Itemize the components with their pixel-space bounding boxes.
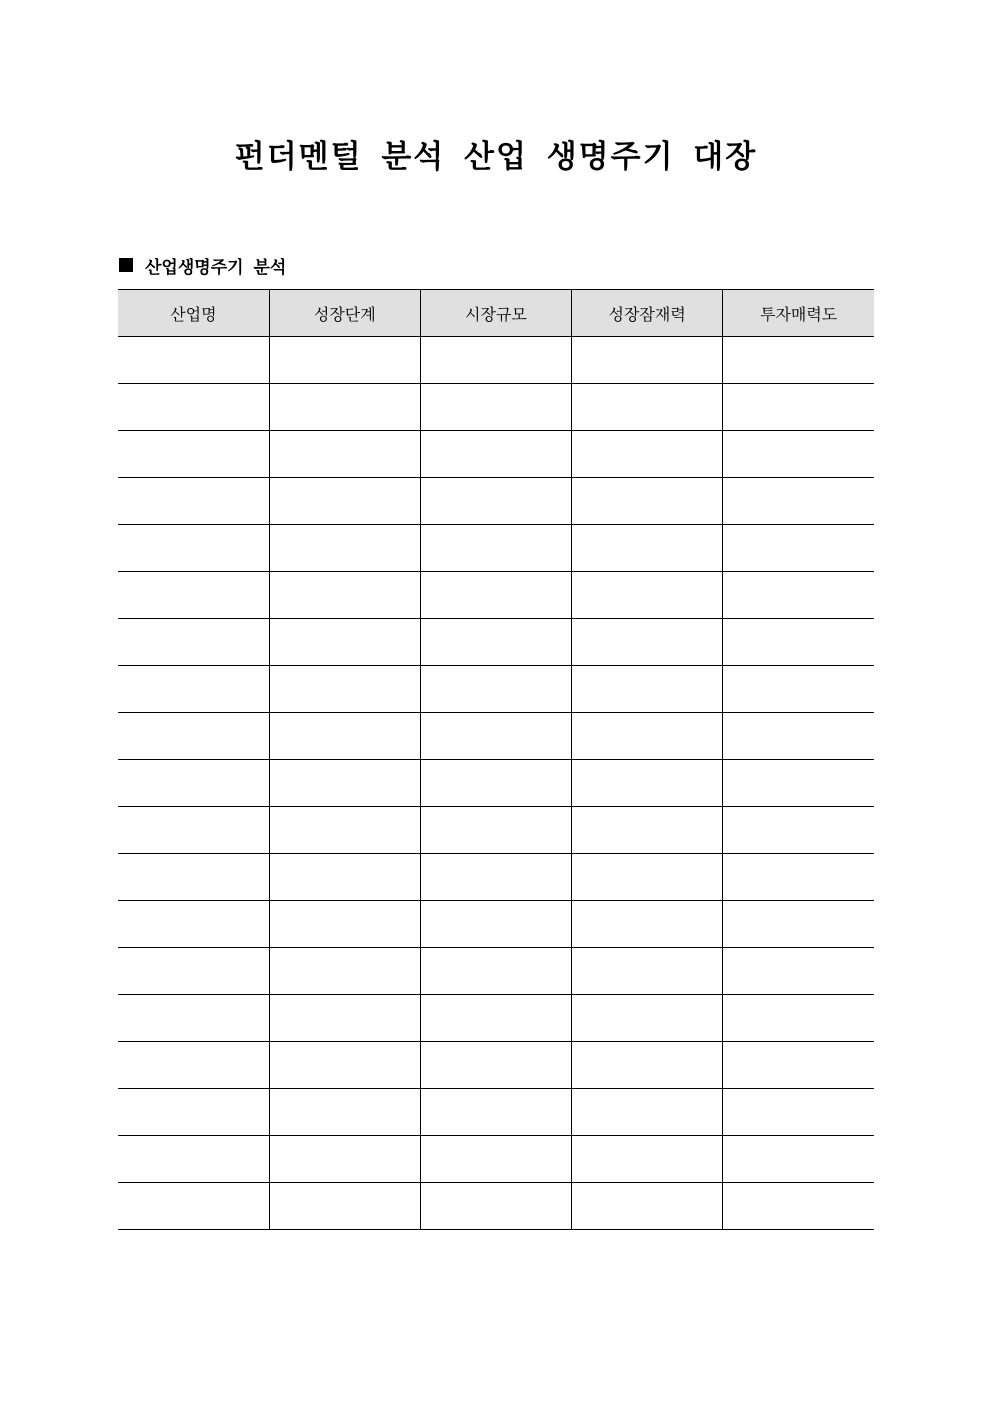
- table-row: [118, 1136, 874, 1183]
- cell-investment-attractiveness[interactable]: [723, 525, 874, 572]
- cell-growth-potential[interactable]: [572, 431, 723, 478]
- table-row: [118, 337, 874, 384]
- cell-growth-stage[interactable]: [269, 760, 420, 807]
- table-body: [118, 337, 874, 1230]
- cell-industry-name[interactable]: [118, 1042, 269, 1089]
- header-industry-name: 산업명: [118, 290, 269, 337]
- cell-growth-stage[interactable]: [269, 478, 420, 525]
- header-investment-attractiveness: 투자매력도: [723, 290, 874, 337]
- table-row: [118, 1089, 874, 1136]
- header-market-size: 시장규모: [420, 290, 571, 337]
- cell-industry-name[interactable]: [118, 525, 269, 572]
- cell-growth-stage[interactable]: [269, 431, 420, 478]
- cell-growth-stage[interactable]: [269, 901, 420, 948]
- cell-investment-attractiveness[interactable]: [723, 666, 874, 713]
- cell-industry-name[interactable]: [118, 384, 269, 431]
- cell-industry-name[interactable]: [118, 854, 269, 901]
- cell-growth-stage[interactable]: [269, 1136, 420, 1183]
- cell-market-size[interactable]: [420, 666, 571, 713]
- table-row: [118, 384, 874, 431]
- table-header-row: [118, 290, 874, 337]
- cell-market-size[interactable]: [420, 1136, 571, 1183]
- cell-market-size[interactable]: [420, 525, 571, 572]
- cell-market-size[interactable]: [420, 1089, 571, 1136]
- cell-investment-attractiveness[interactable]: [723, 807, 874, 854]
- cell-market-size[interactable]: [420, 807, 571, 854]
- cell-investment-attractiveness[interactable]: [723, 995, 874, 1042]
- cell-market-size[interactable]: [420, 1183, 571, 1230]
- cell-industry-name[interactable]: [118, 995, 269, 1042]
- black-square-icon: [119, 258, 133, 272]
- cell-investment-attractiveness[interactable]: [723, 901, 874, 948]
- cell-market-size[interactable]: [420, 384, 571, 431]
- section-heading-text: 산업생명주기 분석: [145, 257, 287, 278]
- cell-industry-name[interactable]: [118, 666, 269, 713]
- table-row: [118, 572, 874, 619]
- cell-market-size[interactable]: [420, 713, 571, 760]
- cell-investment-attractiveness[interactable]: [723, 384, 874, 431]
- table-row: [118, 807, 874, 854]
- cell-growth-stage[interactable]: [269, 619, 420, 666]
- table-row: [118, 666, 874, 713]
- cell-market-size[interactable]: [420, 478, 571, 525]
- cell-growth-stage[interactable]: [269, 995, 420, 1042]
- industry-lifecycle-table: [118, 289, 874, 1230]
- cell-investment-attractiveness[interactable]: [723, 1042, 874, 1089]
- cell-investment-attractiveness[interactable]: [723, 1183, 874, 1230]
- cell-industry-name[interactable]: [118, 713, 269, 760]
- cell-industry-name[interactable]: [118, 948, 269, 995]
- cell-market-size[interactable]: [420, 431, 571, 478]
- header-growth-stage: 성장단계: [269, 290, 420, 337]
- table-row: [118, 854, 874, 901]
- cell-industry-name[interactable]: [118, 478, 269, 525]
- cell-growth-potential[interactable]: [572, 478, 723, 525]
- cell-investment-attractiveness[interactable]: [723, 572, 874, 619]
- cell-market-size[interactable]: [420, 901, 571, 948]
- cell-investment-attractiveness[interactable]: [723, 854, 874, 901]
- table-row: [118, 1183, 874, 1230]
- cell-growth-potential[interactable]: [572, 948, 723, 995]
- cell-growth-potential[interactable]: [572, 337, 723, 384]
- cell-growth-stage[interactable]: [269, 713, 420, 760]
- table-row: [118, 478, 874, 525]
- cell-growth-stage[interactable]: [269, 948, 420, 995]
- cell-growth-potential[interactable]: [572, 1042, 723, 1089]
- cell-growth-potential[interactable]: [572, 1089, 723, 1136]
- cell-growth-potential[interactable]: [572, 572, 723, 619]
- cell-growth-potential[interactable]: [572, 760, 723, 807]
- cell-investment-attractiveness[interactable]: [723, 1136, 874, 1183]
- cell-growth-potential[interactable]: [572, 619, 723, 666]
- cell-market-size[interactable]: [420, 995, 571, 1042]
- cell-growth-stage[interactable]: [269, 1089, 420, 1136]
- cell-investment-attractiveness[interactable]: [723, 337, 874, 384]
- table-row: [118, 901, 874, 948]
- table-row: [118, 431, 874, 478]
- cell-growth-potential[interactable]: [572, 854, 723, 901]
- cell-investment-attractiveness[interactable]: [723, 948, 874, 995]
- cell-growth-stage[interactable]: [269, 1183, 420, 1230]
- cell-investment-attractiveness[interactable]: [723, 478, 874, 525]
- cell-investment-attractiveness[interactable]: [723, 619, 874, 666]
- cell-industry-name[interactable]: [118, 1089, 269, 1136]
- cell-market-size[interactable]: [420, 337, 571, 384]
- cell-investment-attractiveness[interactable]: [723, 713, 874, 760]
- cell-growth-potential[interactable]: [572, 1183, 723, 1230]
- cell-growth-stage[interactable]: [269, 666, 420, 713]
- cell-industry-name[interactable]: [118, 1183, 269, 1230]
- table-row: [118, 1042, 874, 1089]
- section-heading: [119, 252, 286, 278]
- header-growth-potential: 성장잠재력: [572, 290, 723, 337]
- table-row: [118, 760, 874, 807]
- cell-market-size[interactable]: [420, 948, 571, 995]
- cell-growth-potential[interactable]: [572, 525, 723, 572]
- cell-growth-stage[interactable]: [269, 384, 420, 431]
- cell-growth-stage[interactable]: [269, 572, 420, 619]
- cell-growth-stage[interactable]: [269, 807, 420, 854]
- cell-growth-potential[interactable]: [572, 384, 723, 431]
- cell-market-size[interactable]: [420, 760, 571, 807]
- cell-growth-stage[interactable]: [269, 337, 420, 384]
- cell-industry-name[interactable]: [118, 901, 269, 948]
- cell-growth-stage[interactable]: [269, 525, 420, 572]
- cell-industry-name[interactable]: [118, 1136, 269, 1183]
- cell-investment-attractiveness[interactable]: [723, 1089, 874, 1136]
- cell-growth-potential[interactable]: [572, 901, 723, 948]
- cell-market-size[interactable]: [420, 854, 571, 901]
- cell-growth-potential[interactable]: [572, 995, 723, 1042]
- cell-industry-name[interactable]: [118, 431, 269, 478]
- cell-investment-attractiveness[interactable]: [723, 760, 874, 807]
- table-row: [118, 948, 874, 995]
- table-row: [118, 525, 874, 572]
- cell-investment-attractiveness[interactable]: [723, 431, 874, 478]
- cell-growth-potential[interactable]: [572, 666, 723, 713]
- cell-market-size[interactable]: [420, 572, 571, 619]
- document-title: 펀더멘털 분석 산업 생명주기 대장: [234, 139, 758, 175]
- cell-market-size[interactable]: [420, 1042, 571, 1089]
- cell-growth-potential[interactable]: [572, 807, 723, 854]
- cell-industry-name[interactable]: [118, 807, 269, 854]
- table-row: [118, 619, 874, 666]
- cell-industry-name[interactable]: [118, 760, 269, 807]
- cell-industry-name[interactable]: [118, 572, 269, 619]
- cell-growth-stage[interactable]: [269, 1042, 420, 1089]
- table-row: [118, 995, 874, 1042]
- cell-growth-potential[interactable]: [572, 713, 723, 760]
- table-row: [118, 713, 874, 760]
- cell-growth-stage[interactable]: [269, 854, 420, 901]
- cell-industry-name[interactable]: [118, 619, 269, 666]
- cell-industry-name[interactable]: [118, 337, 269, 384]
- cell-market-size[interactable]: [420, 619, 571, 666]
- cell-growth-potential[interactable]: [572, 1136, 723, 1183]
